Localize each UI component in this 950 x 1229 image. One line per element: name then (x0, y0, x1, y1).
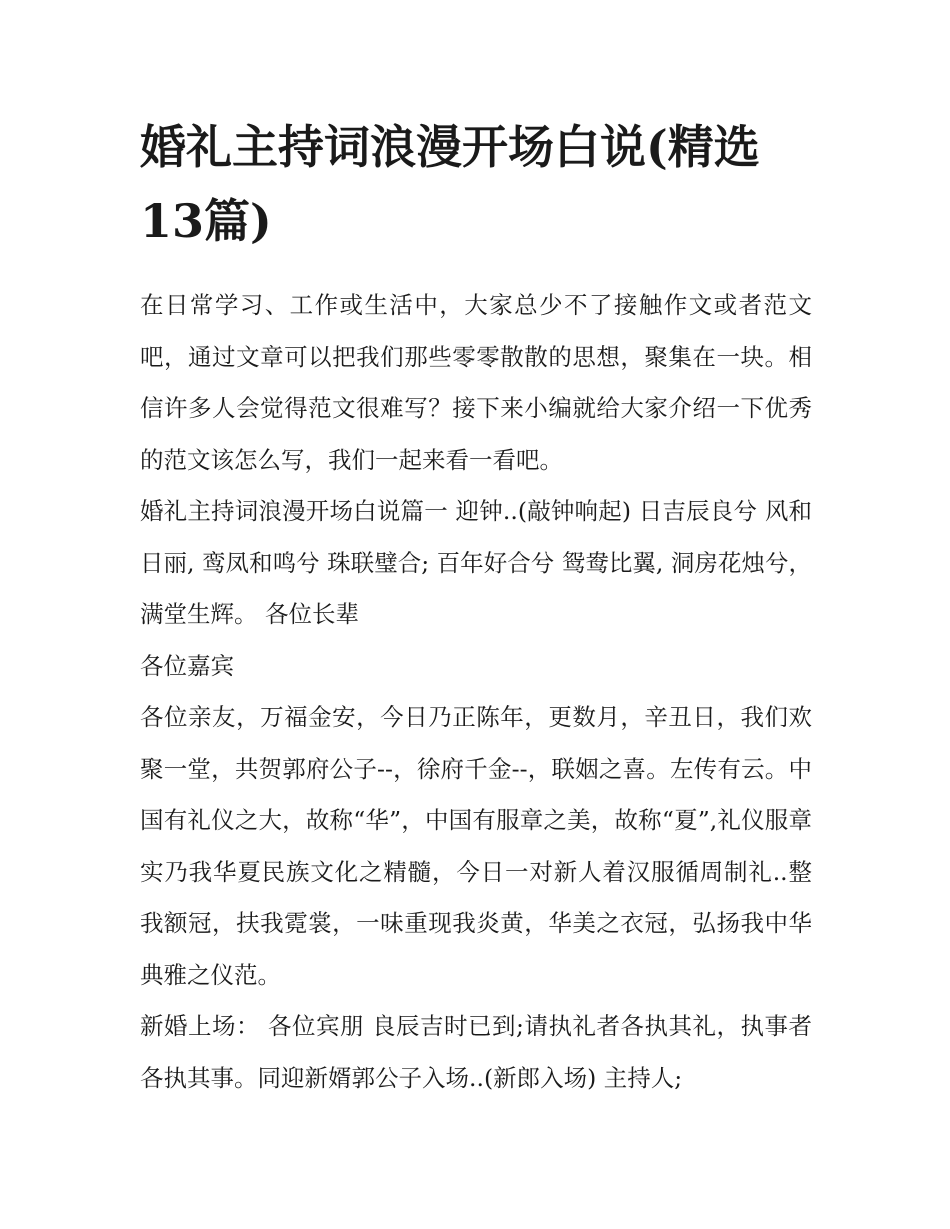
document-page (140, 110, 812, 1104)
paragraph-section-one: 婚礼主持词浪漫开场白说篇一 迎钟..(敲钟响起) 日吉辰良兮 风和日丽, 鸾凤和鸣兮 珠联璧合; 百年好合兮 鸳鸯比翼, 洞房花烛兮，满堂生辉。 各位长辈 (140, 497, 812, 628)
paragraph-greeting: 各位亲友，万福金安，今日乃正陈年，更数月，辛丑日，我们欢聚一堂，共贺郭府公子--，徐府千金--，联姻之喜。左传有云。中国有礼仪之大，故称“华”，中国有服章之美，故称“夏”,礼仪服章实乃我华夏民族文化之精髓，今日一对新人着汉服循周制礼..整我额冠，扶我霓裳，一味重现我炎黄，华美之衣冠，弘扬我中华典雅之仪范。 (140, 703, 812, 989)
document-title: 婚礼主持词浪漫开场白说(精选13篇) (140, 120, 760, 248)
paragraph-guests: 各位嘉宾 (140, 651, 234, 680)
paragraph-entrance: 新婚上场： 各位宾朋 良辰吉时已到;请执礼者各执其礼，执事者各执其事。同迎新婿郭公子入场..(新郎入场) 主持人; (140, 1012, 812, 1092)
paragraph-intro: 在日常学习、工作或生活中，大家总少不了接触作文或者范文吧，通过文章可以把我们那些零零散散的思想，聚集在一块。相信许多人会觉得范文很难写？接下来小编就给大家介绍一下优秀的范文该怎么写，我们一起来看一看吧。 (140, 291, 812, 474)
